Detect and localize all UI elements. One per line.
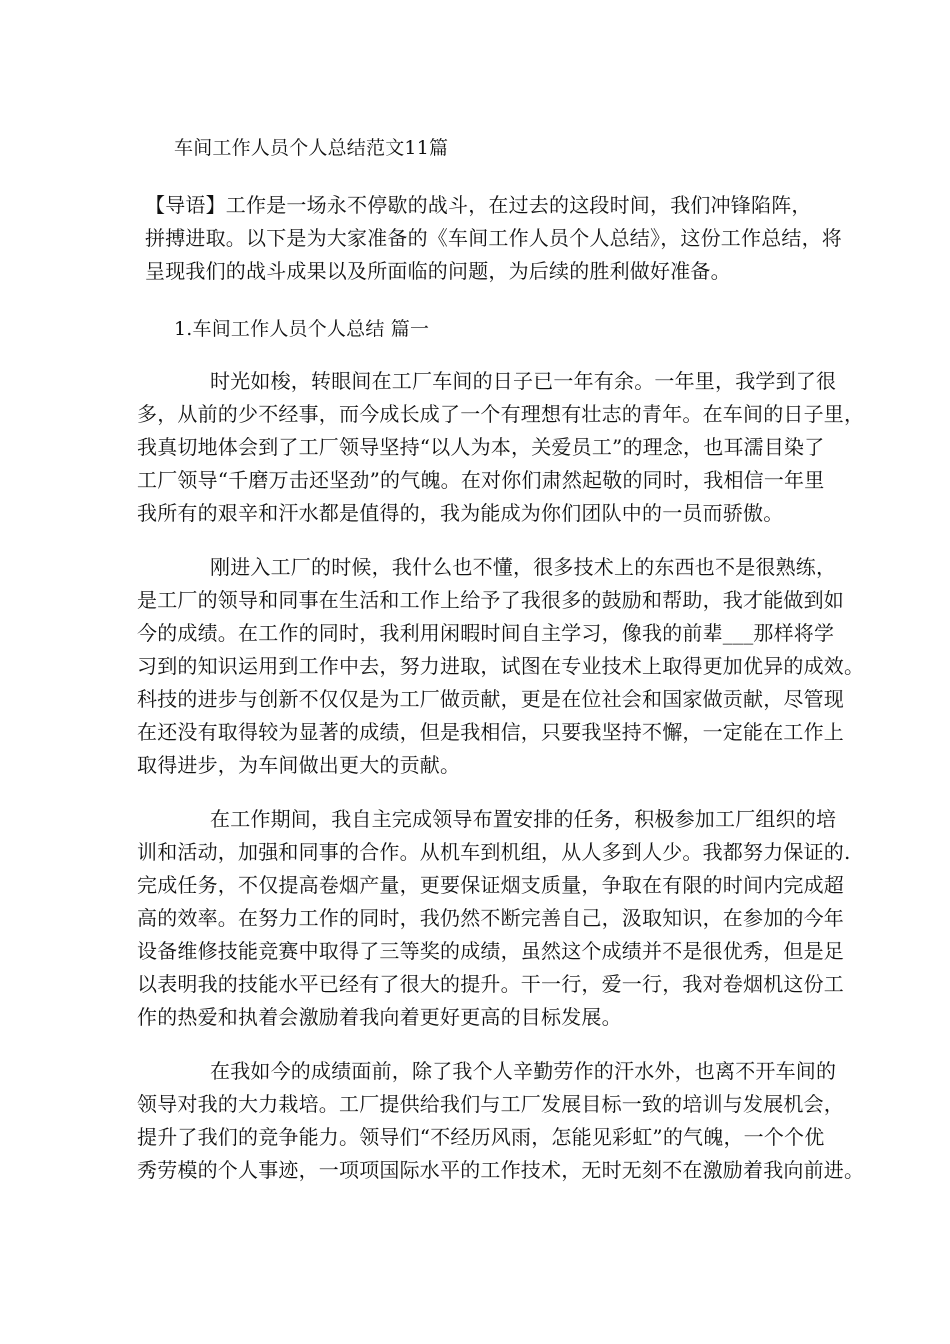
intro-line: 拼搏进取。以下是为大家准备的《车间工作人员个人总结》，这份工作总结，将 <box>145 226 842 250</box>
intro-line: 呈现我们的战斗成果以及所面临的问题，为后续的胜利做好准备。 <box>145 259 731 283</box>
document-title: 车间工作人员个人总结范文11篇 <box>174 137 449 159</box>
paragraph-line: 训和活动，加强和同事的合作。从机车到机组，从人多到人少。我都努力保证的. <box>137 840 851 864</box>
paragraph-line: 习到的知识运用到工作中去，努力进取，试图在专业技术上取得更加优异的成效。 <box>137 654 865 678</box>
paragraph-line: 在还没有取得较为显著的成绩，但是我相信，只要我坚持不懈，一定能在工作上 <box>137 720 844 744</box>
intro-line: 【导语】工作是一场永不停歇的战斗，在过去的这段时间，我们冲锋陷阵， <box>145 193 812 217</box>
paragraph-line: 我所有的艰辛和汗水都是值得的，我为能成为你们团队中的一员而骄傲。 <box>137 501 784 525</box>
paragraph-line: 提升了我们的竞争能力。领导们“不经历风雨，怎能见彩虹”的气魄，一个个优 <box>137 1125 825 1149</box>
paragraph-line: 在工作期间，我自主完成领导布置安排的任务，积极参加工厂组织的培 <box>210 807 837 831</box>
paragraph-line: 领导对我的大力栽培。工厂提供给我们与工厂发展目标一致的培训与发展机会， <box>137 1092 844 1116</box>
paragraph-line: 在我如今的成绩面前，除了我个人辛勤劳作的汗水外，也离不开车间的 <box>210 1059 837 1083</box>
paragraph-line: 完成任务，不仅提高卷烟产量，更要保证烟支质量，争取在有限的时间内完成超 <box>137 873 844 897</box>
paragraph-line: 高的效率。在努力工作的同时，我仍然不断完善自己，汲取知识，在参加的今年 <box>137 906 844 930</box>
paragraph-line: 我真切地体会到了工厂领导坚持“以人为本，关爱员工”的理念，也耳濡目染了 <box>137 435 825 459</box>
paragraph-line: 科技的进步与创新不仅仅是为工厂做贡献，更是在位社会和国家做贡献，尽管现 <box>137 687 844 711</box>
paragraph-line: 多，从前的少不经事，而今成长成了一个有理想有壮志的青年。在车间的日子里， <box>137 402 865 426</box>
paragraph-line: 时光如梭，转眼间在工厂车间的日子已一年有余。一年里，我学到了很 <box>210 369 837 393</box>
paragraph-line: 秀劳模的个人事迹，一项项国际水平的工作技术，无时无刻不在激励着我向前进。 <box>137 1158 865 1182</box>
paragraph-line: 作的热爱和执着会激励着我向着更好更高的目标发展。 <box>137 1005 622 1029</box>
section-heading: 1.车间工作人员个人总结 篇一 <box>174 318 430 340</box>
paragraph-line: 以表明我的技能水平已经有了很大的提升。干一行，爱一行，我对卷烟机这份工 <box>137 972 844 996</box>
paragraph-line: 设备维修技能竞赛中取得了三等奖的成绩，虽然这个成绩并不是很优秀，但是足 <box>137 939 844 963</box>
paragraph-line: 今的成绩。在工作的同时，我利用闲暇时间自主学习，像我的前辈___那样将学 <box>137 621 835 645</box>
paragraph-line: 是工厂的领导和同事在生活和工作上给予了我很多的鼓励和帮助，我才能做到如 <box>137 588 844 612</box>
paragraph-line: 刚进入工厂的时候，我什么也不懂，很多技术上的东西也不是很熟练， <box>210 555 837 579</box>
paragraph-line: 取得进步，为车间做出更大的贡献。 <box>137 753 461 777</box>
paragraph-line: 工厂领导“千磨万击还坚劲”的气魄。在对你们肃然起敬的同时，我相信一年里 <box>137 468 825 492</box>
